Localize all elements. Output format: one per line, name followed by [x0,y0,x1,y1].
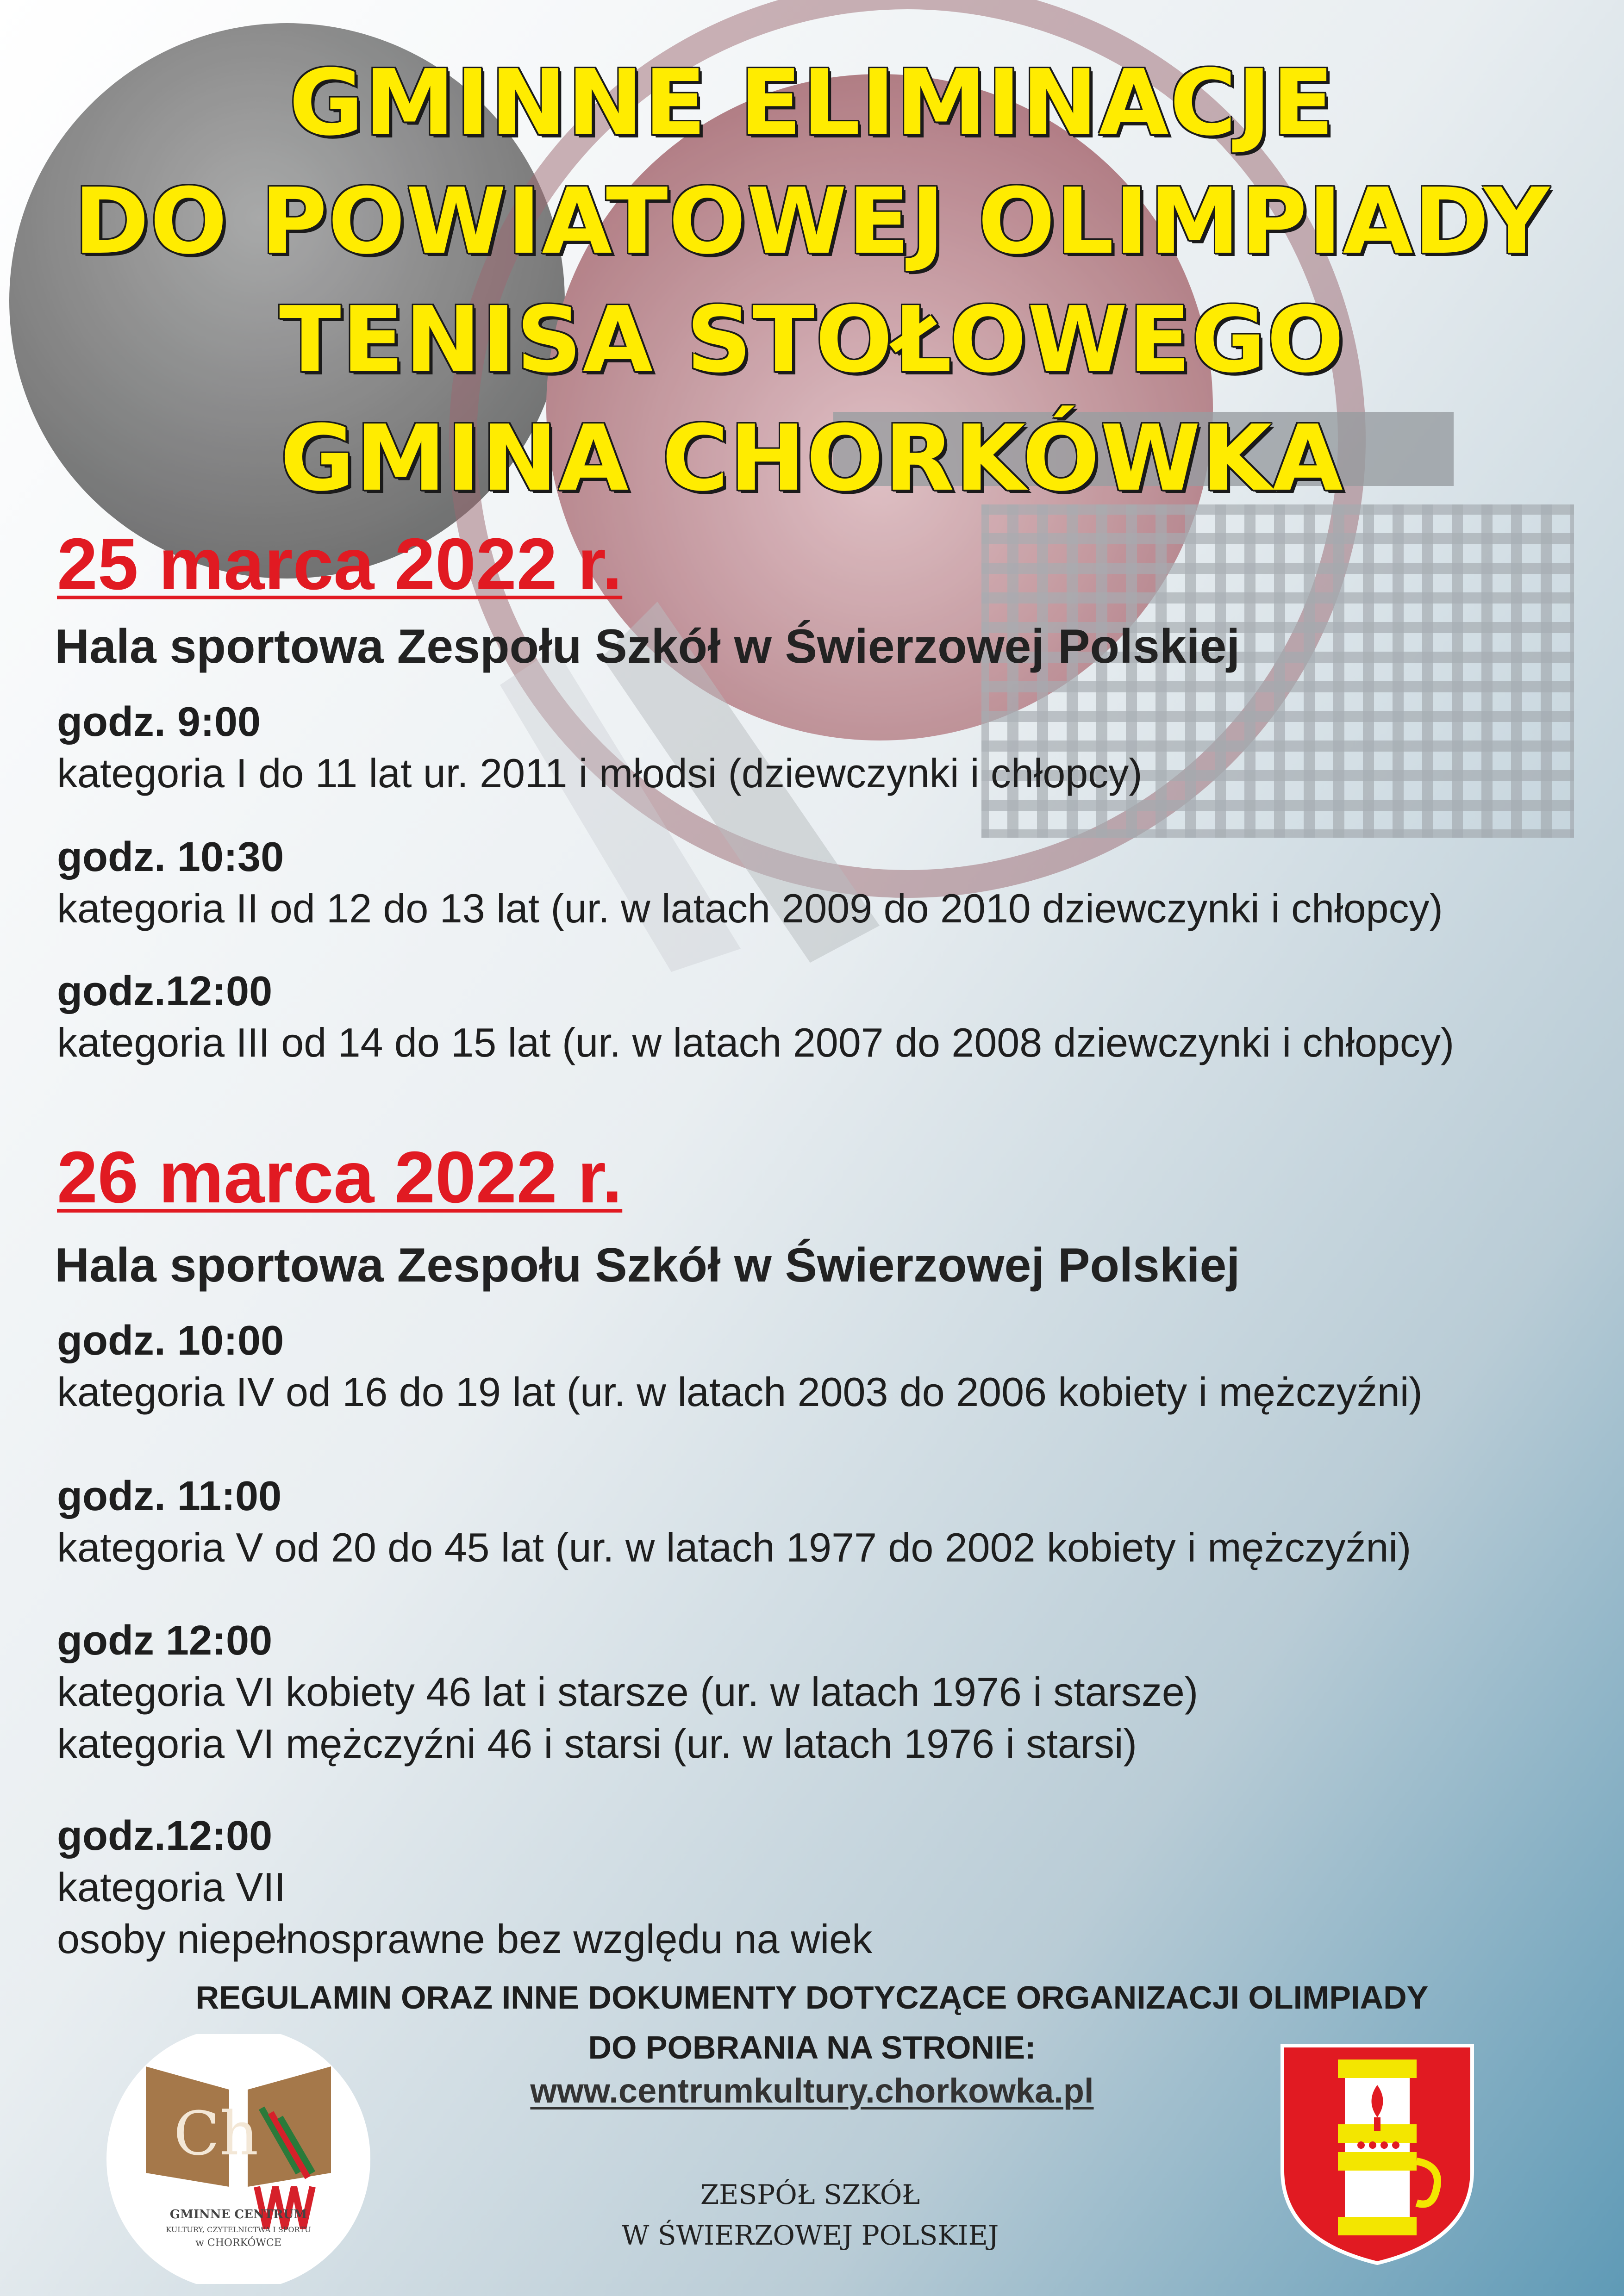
day1-slot-3 [57,966,1454,1069]
logo-text-line-1: GMINNE CENTRUM [169,2208,307,2221]
website-link[interactable]: www.centrumkultury.chorkowka.pl [530,2072,1094,2110]
slot-time: godz 12:00 [57,1618,273,1664]
gck-logo-icon [104,2034,373,2284]
slot-time: godz. 11:00 [57,1473,282,1519]
title-line-2: DO POWIATOWEJ OLIMPIADY [74,169,1550,274]
slot-description: kategoria II od 12 do 13 lat (ur. w latach 2009 do 2010 dziewczynki i chłopcy) [57,885,1443,931]
slot-description: kategoria V od 20 do 45 lat (ur. w latach 1977 do 2002 kobiety i mężczyźni) [57,1524,1412,1570]
logo-text-line-2: KULTURY, CZYTELNICTWA I SPORTU [166,2225,311,2234]
day1-slot-2 [57,832,1443,934]
day1-slot-1 [57,697,1143,799]
title-line-4: GMINA CHORKÓWKA [280,406,1344,511]
slot-description: osoby niepełnosprawne bez względu na wiek [57,1916,873,1962]
day1-venue: Hala sportowa Zespołu Szkół w Świerzowej Polskiej [55,620,1240,673]
school-line-2: W ŚWIERZOWEJ POLSKIEJ [621,2220,999,2251]
day2-venue: Hala sportowa Zespołu Szkół w Świerzowej Polskiej [55,1238,1240,1292]
regulations-line-1: REGULAMIN ORAZ INNE DOKUMENTY DOTYCZĄCE ORGANIZACJI OLIMPIADY [195,1979,1429,2016]
title-line-1: GMINNE ELIMINACJE [289,50,1335,156]
day2-slot-4 [57,1811,872,1965]
logo-text-line-3: w CHORKÓWCE [195,2237,281,2249]
slot-description: kategoria I do 11 lat ur. 2011 i młodsi (dziewczynki i chłopcy) [57,750,1143,796]
slot-description: kategoria VII [57,1864,286,1910]
poster-title [0,44,1624,518]
regulations-line-2: DO POBRANIA NA STRONIE: [588,2029,1036,2066]
slot-time: godz.12:00 [57,1813,273,1859]
school-name [579,2174,1042,2256]
slot-description: kategoria VI kobiety 46 lat i starsze (ur. w latach 1976 i starsze) [57,1669,1199,1715]
slot-description: kategoria IV od 16 do 19 lat (ur. w latach 2003 do 2006 kobiety i mężczyźni) [57,1369,1423,1415]
school-line-1: ZESPÓŁ SZKÓŁ [700,2179,920,2210]
day2-slot-2 [57,1471,1411,1574]
slot-description: kategoria VI mężczyźni 46 i starsi (ur. w latach 1976 i starsi) [57,1721,1137,1767]
slot-description: kategoria III od 14 do 15 lat (ur. w latach 2007 do 2008 dziewczynki i chłopcy) [57,1020,1455,1065]
day2-date: 26 marca 2022 r. [57,1137,623,1218]
logo-monogram: Ch [174,2098,259,2169]
coat-of-arms-icon [1278,2041,1477,2268]
slot-time: godz.12:00 [57,968,273,1014]
title-line-3: TENISA STOŁOWEGO [279,287,1345,393]
slot-time: godz. 10:00 [57,1318,284,1364]
slot-time: godz. 9:00 [57,699,261,745]
slot-time: godz. 10:30 [57,834,284,880]
day1-date: 25 marca 2022 r. [57,523,623,605]
day2-slot-3 [57,1615,1198,1770]
day2-slot-1 [57,1315,1423,1418]
